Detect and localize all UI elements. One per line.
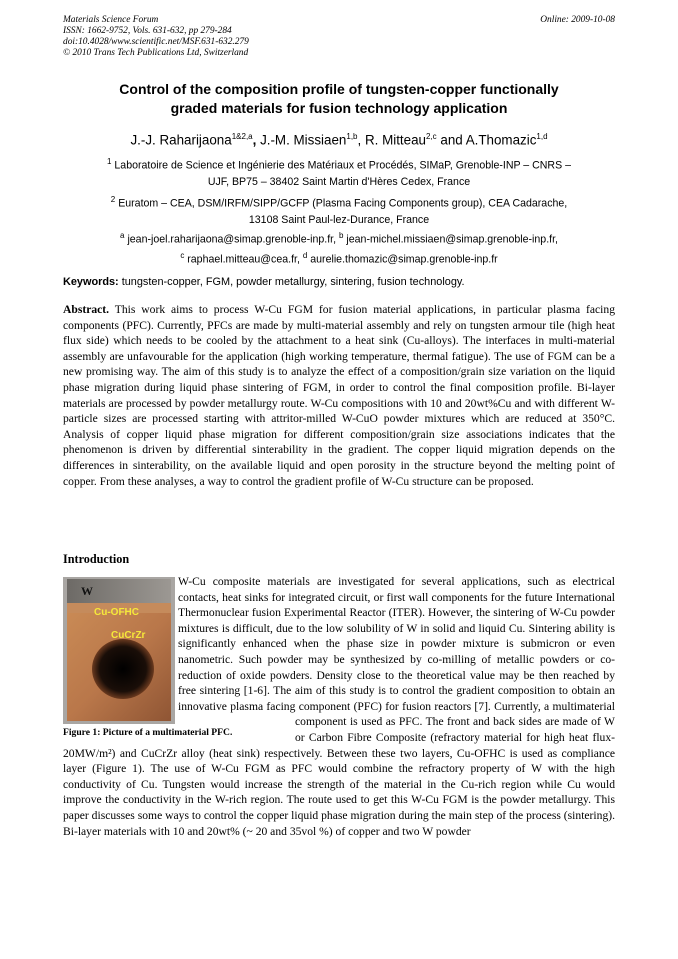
keywords-text: tungsten-copper, FGM, powder metallurgy, sintering, fusion technology. [121, 276, 465, 288]
introduction-text: W-Cu composite materials are investigated for several applications, such as electrical contacts, heat sinks for integrated circuit, or first wall components for the future International Thermonuclear fusion Experimental Reactor (ITER). However, the sintering of W-Cu powder mixtures is difficult, due to the low solubility of W in solid and liquid Cu. Sintering ability is significantly enhanced when the phase size in powder mixture is submicron or even nanometric. Such powder may be synthesized by co-milling of metallic powders or co-reduction of oxide powders. Density close to the theoretical value may be then reached by free sintering [1-6]. The aim of this study is to control the gradient composition to obtain an innovative plasma facing component (PFC) for fusion reactors [7]. Currently, a multimaterial component is used as PFC. The front and back sides are made of W or Carbon Fibre Composite (refractory material for high heat flux-20MW/m²) and CuCrZr alloy (heat sink) respectively. Between these two layers, Cu-OFHC is used as compliance layer (Figure 1). The use of W-Cu FGM as PFC would combine the refractory property of W with the high conductivity of Cu. Tungsten would increase the strength of the material in the Cu-rich region while Cu would improve the conductivity in the W-rich region. The route used to get this W-Cu FGM is the powder metallurgy. This paper discusses some ways to control the copper liquid phase migration during the main step of the process (sintering). Bi-layer materials with 10 and 20wt% (~ 20 and 35vol %) of copper and two W powder [63, 575, 615, 838]
figure-1-image [63, 577, 175, 724]
abstract-text: This work aims to process W-Cu FGM for fusion material applications, in particular plasma facing components (PFC). Currently, PFCs are made by multi-material assembly and rely on tungsten armour tile (high heat flux side) which needs to be cooled by the attachment to a heat sink (Cu-alloys). The interfaces in multi-material assembly are unfavourable for the application (high working temperature, thermal fatigue). The use of FGM can be a new promising way. The aim of this study is to analyze the effect of a composition/grain size variation on the liquid phase migration during liquid phase sintering of FGM, in order to control the final composition profile. Bi-layer materials are processed by powder metallurgy route. W-Cu compositions with 10 and 20wt%Cu and with different W-particle sizes are processed starting with attritor-milled W-CuO powder mixtures which are reduced at 350°C. Analysis of copper liquid phase migration for different composition/grain size associations indicates that the phenomenon is driven by differential sinterability in the gradient. The copper liquid migration depends on the differences in sinterability, on the available liquid and open porosity in the structure beyond the melting point of copper. From these analyses, a way to control the gradient profile of W-Cu structure can be proposed. [63, 303, 615, 488]
keywords-label: Keywords: [63, 276, 119, 288]
title-line-1: Control of the composition profile of tungsten-copper functionally [119, 81, 559, 97]
author-name: J.-M. Missiaen [260, 132, 347, 148]
author-name: R. Mitteau [364, 132, 426, 148]
journal-header [63, 15, 615, 59]
author-affiliation-mark: 1&2,a [231, 132, 253, 141]
author-affiliation-mark: 1,d [536, 132, 548, 141]
affiliation-line: 13108 Saint Paul-lez-Durance, France [248, 213, 430, 226]
author-separator: and [436, 132, 466, 148]
email-a[interactable]: jean-joel.raharijaona@simap.grenoble-inp.fr, [127, 233, 337, 246]
affiliation-2 [63, 192, 615, 228]
title-line-2: graded materials for fusion technology application [170, 100, 508, 116]
affiliation-line: Laboratoire de Science et Ingénierie des Matériaux et Procédés, SIMaP, Grenoble-INP – CNRS – [114, 159, 571, 172]
author-affiliation-mark: 1,b [346, 132, 358, 141]
journal-name: Materials Science Forum [63, 15, 159, 25]
section-heading-introduction: Introduction [63, 552, 130, 566]
email-c[interactable]: raphael.mitteau@cea.fr, [187, 253, 300, 266]
paper-title [63, 80, 615, 118]
author-separator: , [252, 132, 261, 148]
online-date: Online: 2009-10-08 [540, 15, 615, 25]
label-cu-ofhc: Cu-OFHC [94, 607, 139, 618]
copyright-line: © 2010 Trans Tech Publications Ltd, Switzerland [63, 48, 249, 58]
affiliation-line: Euratom – CEA, DSM/IRFM/SIPP/GCFP (Plasma Facing Components group), CEA Cadarache, [118, 197, 568, 210]
email-d[interactable]: aurelie.thomazic@simap.grenoble-inp.fr [310, 253, 498, 266]
affiliation-number: 2 [110, 195, 116, 204]
abstract [63, 302, 615, 489]
label-w: W [81, 584, 93, 598]
author-name: J.-J. Raharijaona [130, 132, 232, 148]
author-affiliation-mark: 2,c [425, 132, 437, 141]
author-separator: , [357, 132, 365, 148]
author-name: A.Thomazic [465, 132, 537, 148]
keywords [63, 275, 615, 289]
email-b[interactable]: jean-michel.missiaen@simap.grenoble-inp.fr, [346, 233, 558, 246]
author-list [63, 128, 615, 149]
doi-line[interactable]: doi:10.4028/www.scientific.net/MSF.631-632.279 [63, 37, 249, 47]
affiliation-line: UJF, BP75 – 38402 Saint Martin d'Hères Cedex, France [207, 175, 471, 188]
cooling-channel-hole [92, 639, 154, 699]
affiliation-number: 1 [107, 157, 112, 166]
label-cucrzr: CuCrZr [111, 630, 146, 641]
author-emails: $^a$ jean-joel.raharijaona@simap.grenoble-inp.fr, $^b$ jean-michel.missiaen@simap.grenoble-inp.fr, $^c$ raphael.mitteau@cea.fr, $^d$ aurelie.thomazic@simap.grenoble-inp.fr [120, 231, 558, 266]
abstract-label: Abstract. [63, 303, 110, 316]
issn-line: ISSN: 1662-9752, Vols. 631-632, pp 279-284 [63, 26, 232, 36]
figure-1-caption: Figure 1: Picture of a multimaterial PFC. [63, 727, 233, 738]
affiliation-1 [63, 154, 615, 190]
